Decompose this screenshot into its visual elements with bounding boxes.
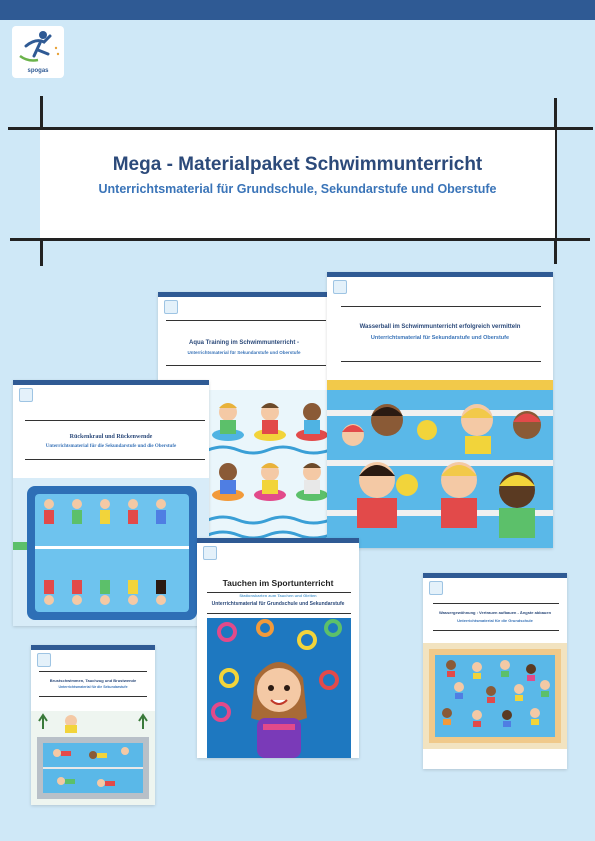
card-subtitle: Unterrichtsmaterial für Sekundarstufe und Oberstufe [187,350,301,355]
aqua-children-illustration [208,390,330,547]
water-games-illustration [423,643,567,749]
card-title: Brustschwimmen, Tauchzug und Brustwende [49,678,137,683]
card-logo-icon [164,300,178,314]
card-tauchen [197,538,359,758]
page-subtitle: Unterrichtsmaterial für Grundschule, Sekundarstufe und Oberstufe [98,182,497,196]
card-title: Aqua Training im Schwimmunterricht - [188,340,299,346]
card-subtitle: Unterrichtsmaterial für die Sekundarstufe [58,685,128,689]
card-logo-icon [37,653,51,667]
backstroke-pool-illustration [13,478,209,626]
card-logo-icon [333,280,347,294]
card-logo-icon [429,581,443,595]
title-box [40,130,555,238]
card-title: Wassergewöhnung : Vertrauen aufbauen - Ängste abbauen [438,610,552,615]
card-wassergewoehnung [423,573,567,769]
top-bar [0,0,595,20]
card-subtitle: Unterrichtsmaterial für die Grundschule [457,618,533,623]
waterpolo-illustration [327,380,553,548]
card-subtitle: Unterrichtsmaterial für Sekundarstufe und Oberstufe [370,335,510,341]
card-logo-icon [203,546,217,560]
card-brustschwimmen [31,645,155,805]
card-subtitle-2: Unterrichtsmaterial für Grundschule und Sekundarstufe [211,601,345,607]
diving-girl-illustration [207,618,351,758]
card-title: Tauchen im Sportunterricht [222,578,334,588]
card-logo-icon [19,388,33,402]
page-title: Mega - Materialpaket Schwimmunterricht [112,154,483,175]
card-subtitle-1: Stationskarten zum Tauchen und Gleiten [239,593,317,598]
card-subtitle: Unterrichtsmaterial für die Sekundarstufe und die Oberstufe [45,444,177,449]
card-rueckenkraul [13,380,209,626]
pool-top-view-illustration [31,711,155,805]
card-title: Wasserball im Schwimmunterricht erfolgreich vermitteln [359,324,521,330]
card-title: Rückenkraul und Rückenwende [69,434,153,440]
brush-bottom [10,238,590,241]
swimmer-logo-icon [12,26,64,66]
spogas-logo [12,26,64,78]
logo-text: spogas [27,68,49,74]
card-wasserball [327,272,553,548]
